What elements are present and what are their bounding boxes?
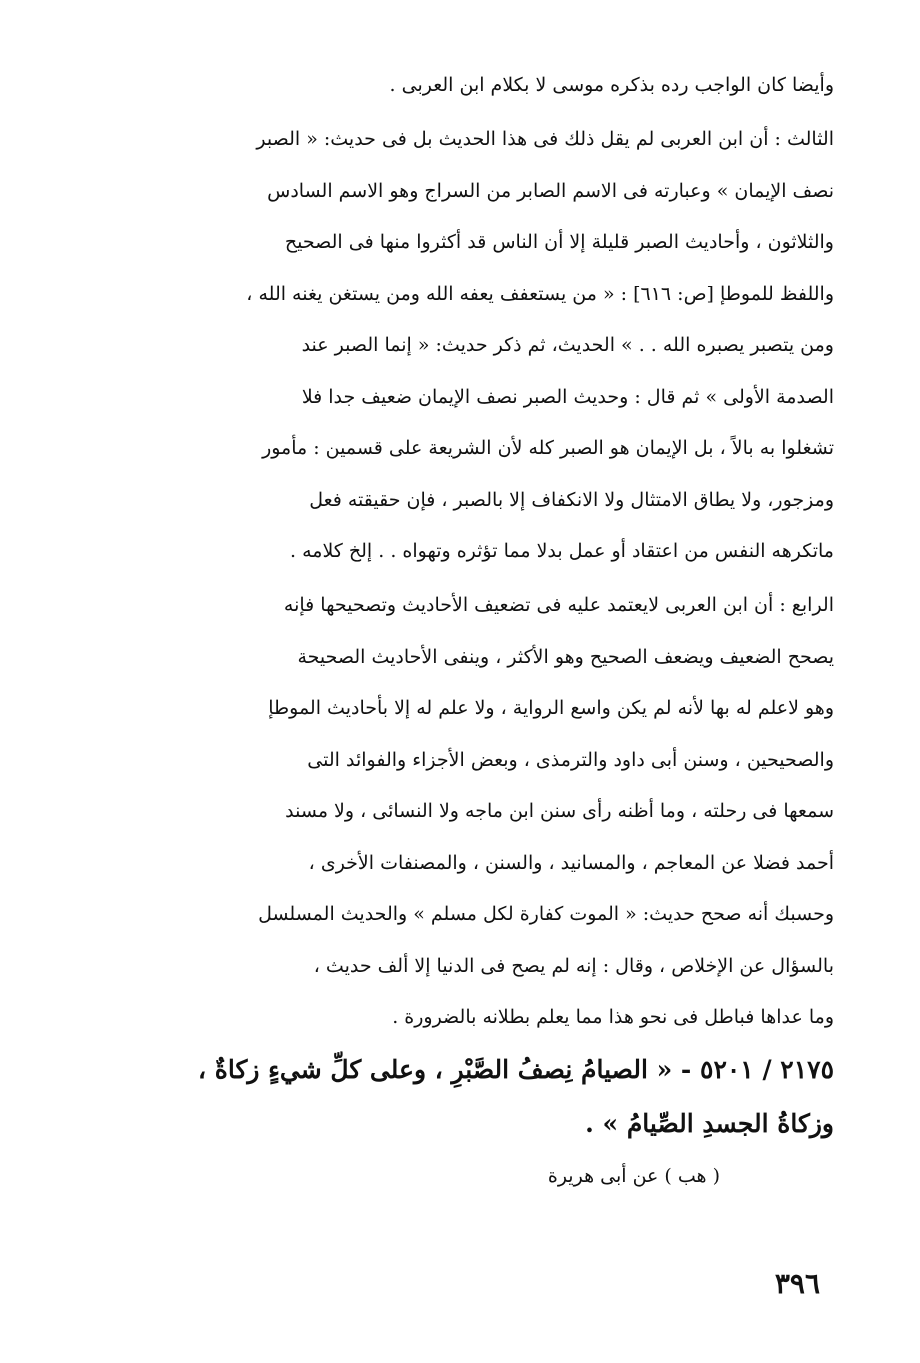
text-line: وهو لاعلم له بها لأنه لم يكن واسع الرواية ، ولا علم له إلا بأحاديث الموطإ <box>268 697 834 719</box>
text-line: تشغلوا به بالاً ، بل الإيمان هو الصبر كله لأن الشريعة على قسمين : مأمور <box>262 437 834 459</box>
text-line: الرابع : أن ابن العربى لايعتمد عليه فى تضعيف الأحاديث وتصحيحها فإنه <box>283 594 834 616</box>
text-line: والثلاثون ، وأحاديث الصبر قليلة إلا أن الناس قد أكثروا منها فى الصحيح <box>284 231 834 253</box>
text-line: سمعها فى رحلته ، وما أظنه رأى سنن ابن ماجه ولا النسائى ، ولا مسند <box>285 800 834 822</box>
hadith-line: وزكاةُ الجسدِ الصِّيامُ » . <box>585 1109 834 1138</box>
text-line: يصحح الضعيف ويضعف الصحيح وهو الأكثر ، وينفى الأحاديث الصحيحة <box>297 645 834 668</box>
hadith-source: ( هب ) عن أبى هريرة <box>547 1165 720 1187</box>
text-line: وحسبك أنه صحح حديث: « الموت كفارة لكل مسلم » والحديث المسلسل <box>258 903 834 925</box>
text-line: وما عداها فباطل فى نحو هذا مما يعلم بطلانه بالضرورة . <box>392 1006 834 1028</box>
hadith-entry <box>128 1043 834 1151</box>
paragraph-third <box>128 114 834 578</box>
text-line: الصدمة الأولى » ثم قال : وحديث الصبر نصف الإيمان ضعيف جدا فلا <box>301 385 834 408</box>
text-line: ومن يتصبر يصبره الله . . » الحديث، ثم ذكر حديث: « إنما الصبر عند <box>301 334 834 356</box>
text-line: ماتكرهه النفس من اعتقاد أو عمل بدلا مما تؤثره وتهواه . . إلخ كلامه . <box>290 540 834 562</box>
paragraph-fourth <box>128 580 834 1044</box>
text-line: ومزجور، ولا يطاق الامتثال ولا الانكفاف إلا بالصبر ، فإن حقيقته فعل <box>309 488 834 511</box>
text-line: أحمد فضلا عن المعاجم ، والمسانيد ، والسنن ، والمصنفات الأخرى ، <box>308 851 834 874</box>
text-line: وأيضا كان الواجب رده بذكره موسى لا بكلام ابن العربى . <box>389 74 834 96</box>
text-line: والصحيحين ، وسنن أبى داود والترمذى ، وبعض الأجزاء والفوائد التى <box>307 748 834 771</box>
intro-paragraph <box>128 60 834 112</box>
text-line: الثالث : أن ابن العربى لم يقل ذلك فى هذا الحديث بل فى حديث: « الصبر <box>256 128 834 150</box>
text-line: واللفظ للموطإ [ص: ٦١٦] : « من يستعفف يعفه الله ومن يستغن يغنه الله ، <box>246 282 834 305</box>
hadith-line: ٢١٧٥ / ٥٢٠١ - « الصيامُ نِصفُ الصَّبْرِ ، وعلى كلِّ شيءٍ زكاةٌ ، <box>197 1055 834 1084</box>
text-line: نصف الإيمان » وعبارته فى الاسم الصابر من السراج وهو الاسم السادس <box>267 179 834 202</box>
text-line: بالسؤال عن الإخلاص ، وقال : إنه لم يصح فى الدنيا إلا ألف حديث ، <box>313 954 834 977</box>
page-number: ٣٩٦ <box>774 1267 820 1300</box>
